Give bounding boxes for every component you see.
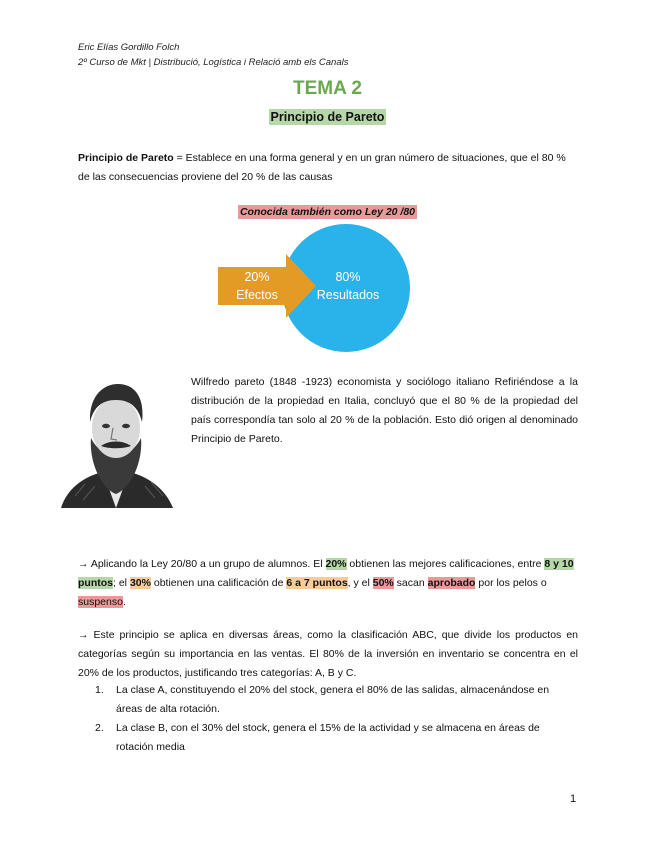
definition-term: Principio de Pareto <box>78 152 174 164</box>
page-header <box>78 40 348 70</box>
highlight-50-percent: 50% <box>372 577 394 589</box>
page-title: TEMA 2 <box>293 78 362 99</box>
example-text-3: ; el <box>113 577 130 589</box>
example-text-6: sacan <box>393 577 428 589</box>
highlight-8-10-points: 8 y 10 puntos <box>78 558 574 589</box>
bio-paragraph: Wilfredo pareto (1848 -1923) economista y sociólogo italiano Refiriéndose a la distribución de la propiedad en Italia, concluyó que el 80 % de la propiedad del país correspondía tan solo al 20 % de la población. Esto dió origen al denominado Principio de Pareto. <box>191 376 578 445</box>
highlight-30-percent: 30% <box>129 577 151 589</box>
law-tagline: Conocida también como Ley 20 /80 <box>239 206 416 218</box>
header-course: 2º Curso de Mkt | Distribució, Logística i Relació amb els Canals <box>78 57 349 68</box>
page-number: 1 <box>570 793 577 805</box>
definition-text: = Establece en una forma general y en un gran número de situaciones, que el 80 % de las consecuencias proviene del 20 % de las causas <box>78 152 566 183</box>
highlight-aprobado: aprobado <box>427 577 476 589</box>
section-subtitle: Principio de Pareto <box>270 110 385 124</box>
example-paragraph <box>78 555 578 612</box>
list-item-number: 2. <box>95 722 104 734</box>
list-item <box>78 681 578 719</box>
list-item <box>78 719 578 757</box>
highlight-20-percent: 20% <box>325 558 347 570</box>
circle-text: Resultados <box>316 288 380 302</box>
example-text-4: obtienen una calificación de <box>150 577 287 589</box>
list-item-text: La clase A, constituyendo el 20% del stock, genera el 80% de las salidas, almacenándose en áreas de alta rotación. <box>116 684 550 715</box>
header-author: Eric Elías Gordillo Folch <box>78 42 180 53</box>
pareto-diagram <box>218 224 418 354</box>
example-text-8: . <box>122 596 126 608</box>
example-text-2: obtienen las mejores calificaciones, entre <box>346 558 545 570</box>
abc-intro-paragraph: → Este principio se aplica en diversas áreas, como la clasificación ABC, que divide los productos en categorías según su importancia en las ventas. El 80% de la inversión en inventario se concentra en el 20% de los productos, justificando tres categorías: A, B y C. <box>78 629 578 679</box>
abc-class-list <box>78 681 578 757</box>
arrow-text: Efectos <box>236 288 278 302</box>
list-item-text: La clase B, con el 30% del stock, genera el 15% de la actividad y se almacena en áreas de rotación media <box>116 722 540 753</box>
highlight-6-7-points: 6 a 7 puntos <box>286 577 348 589</box>
list-item-number: 1. <box>95 684 104 696</box>
arrow-label <box>218 268 296 304</box>
definition-paragraph <box>78 149 578 187</box>
example-text-1: → Aplicando la Ley 20/80 a un grupo de alumnos. El <box>78 558 326 570</box>
circle-label <box>308 268 388 304</box>
example-text-5: , y el <box>347 577 373 589</box>
highlight-suspenso: suspenso <box>78 596 123 608</box>
pareto-portrait-image <box>55 376 177 508</box>
circle-percent: 80% <box>335 270 361 284</box>
example-text-7: por los pelos o <box>475 577 547 589</box>
arrow-percent: 20% <box>244 270 270 284</box>
